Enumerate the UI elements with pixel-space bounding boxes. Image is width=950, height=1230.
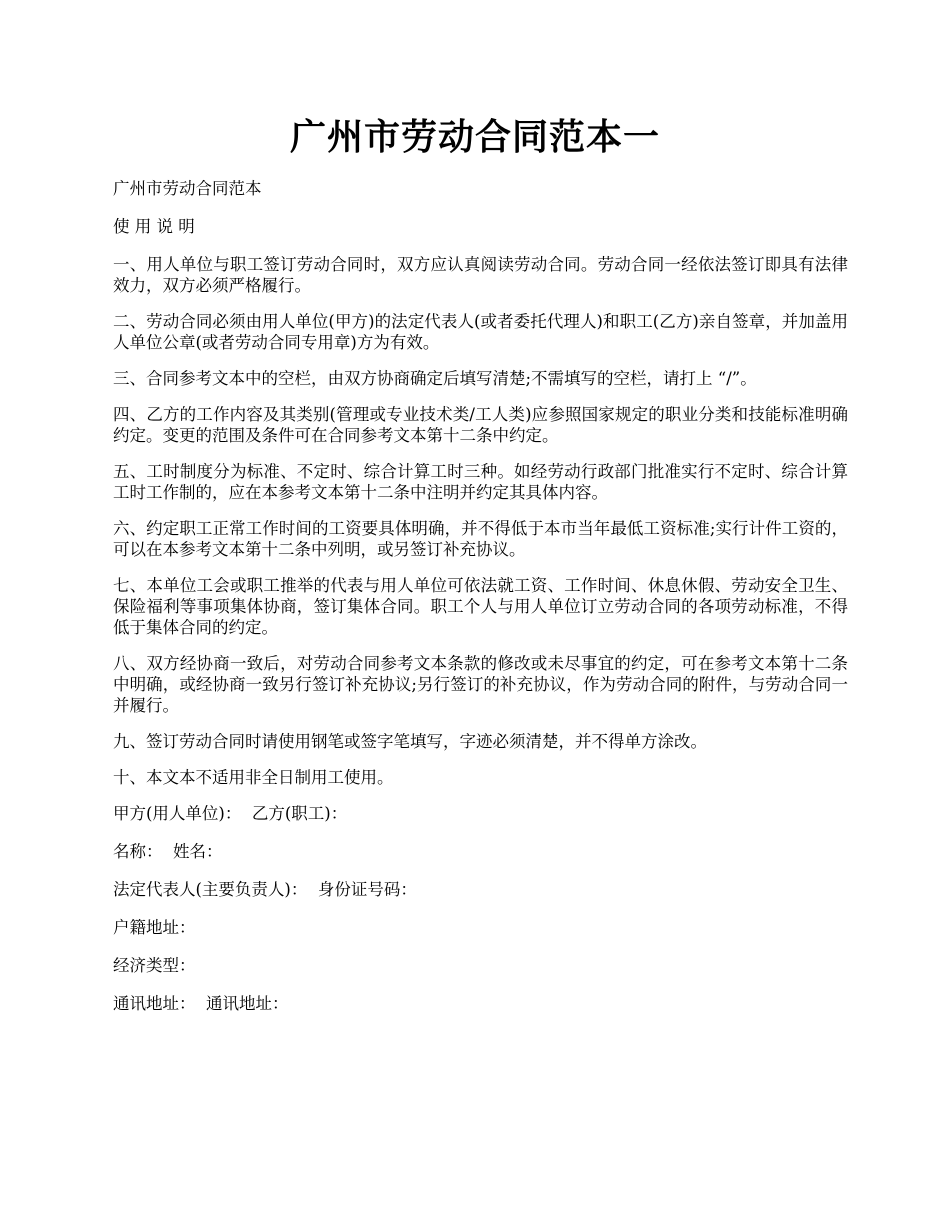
field-mailing-address-labels: 通讯地址： 通讯地址： (113, 994, 289, 1013)
instruction-item-7: 七、本单位工会或职工推举的代表与用人单位可依法就工资、工作时间、休息休假、劳动安全卫生、保险福利等事项集体协商，签订集体合同。职工个人与用人单位订立劳动合同的各项劳动标准，不得低于集体合同的约定。 (113, 576, 848, 637)
document-body (113, 178, 848, 1031)
field-household-address-label: 户籍地址： (113, 918, 196, 937)
field-party-labels: 甲方(用人单位)： 乙方(职工)： (113, 804, 348, 823)
field-representative-id-labels: 法定代表人(主要负责人)： 身份证号码： (113, 880, 417, 899)
instruction-item-10: 十、本文本不适用非全日制用工使用。 (113, 768, 394, 787)
document-title: 广州市劳动合同范本一 (289, 116, 660, 158)
instruction-item-8: 八、双方经协商一致后，对劳动合同参考文本条款的修改或未尽事宜的约定，可在参考文本第十二条中明确，或经协商一致另行签订补充协议;另行签订的补充协议，作为劳动合同的附件，与劳动合同一并履行。 (113, 654, 848, 715)
instructions-heading: 使 用 说 明 (113, 217, 195, 236)
instruction-item-6: 六、约定职工正常工作时间的工资要具体明确，并不得低于本市当年最低工资标准;实行计件工资的，可以在本参考文本第十二条中列明，或另签订补充协议。 (113, 519, 848, 559)
instruction-item-2: 二、劳动合同必须由用人单位(甲方)的法定代表人(或者委托代理人)和职工(乙方)亲自签章，并加盖用人单位公章(或者劳动合同专用章)方为有效。 (113, 312, 848, 352)
field-economic-type-label: 经济类型： (113, 956, 196, 975)
document-subtitle: 广州市劳动合同范本 (113, 179, 262, 198)
instruction-item-9: 九、签订劳动合同时请使用钢笔或签字笔填写，字迹必须清楚，并不得单方涂改。 (113, 732, 707, 751)
instruction-item-5: 五、工时制度分为标准、不定时、综合计算工时三种。如经劳动行政部门批准实行不定时、综合计算工时工作制的，应在本参考文本第十二条中注明并约定其具体内容。 (113, 462, 848, 502)
instruction-item-3: 三、合同参考文本中的空栏，由双方协商确定后填写清楚;不需填写的空栏，请打上 “/”。 (113, 369, 757, 388)
instruction-item-4: 四、乙方的工作内容及其类别(管理或专业技术类/工人类)应参照国家规定的职业分类和技能标准明确约定。变更的范围及条件可在合同参考文本第十二条中约定。 (113, 405, 848, 445)
field-name-labels: 名称： 姓名： (113, 842, 223, 861)
instruction-item-1: 一、用人单位与职工签订劳动合同时，双方应认真阅读劳动合同。劳动合同一经依法签订即具有法律效力，双方必须严格履行。 (113, 255, 848, 295)
